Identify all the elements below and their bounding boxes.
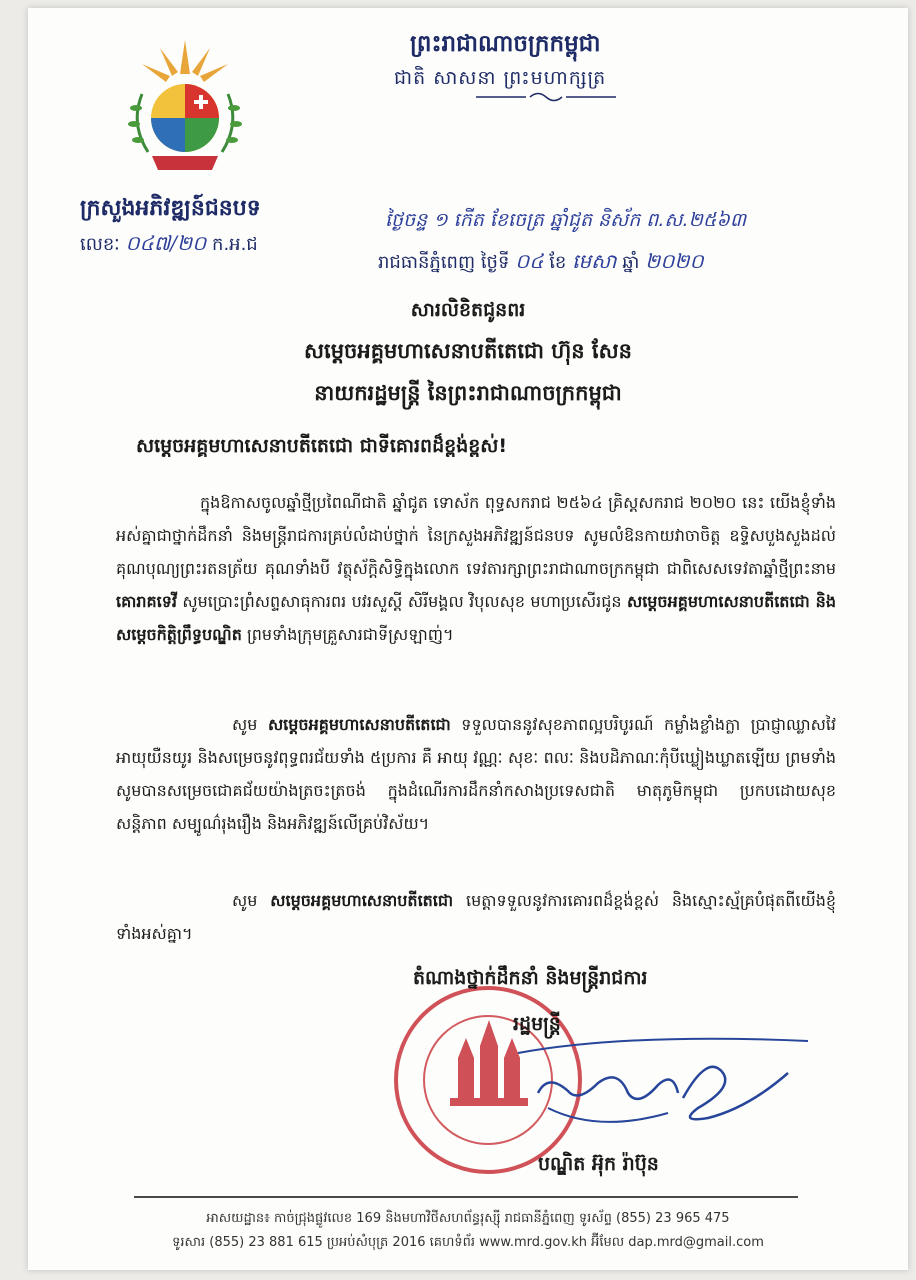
reference-suffix: ក.អ.ជ bbox=[212, 234, 258, 255]
recipient-name: សម្ដេចអគ្គមហាសេនាបតីតេជោ ហ៊ុន សែន bbox=[304, 339, 632, 363]
salutation: សម្ដេចអគ្គមហាសេនាបតីតេជោ ជាទីគោរពដ៏ខ្ពង់ខ្ពស់! bbox=[136, 435, 508, 457]
signatory-role: រដ្ឋមន្ត្រី bbox=[513, 1013, 561, 1035]
signatory-title: តំណាងថ្នាក់ដឹកនាំ និងមន្ត្រីរាជការ bbox=[413, 967, 648, 989]
ministry-logo bbox=[120, 34, 250, 182]
signatory-name: បណ្ឌិត អ៊ុក រ៉ាប៊ុន bbox=[538, 1153, 659, 1175]
body-paragraph-3: សូម សម្ដេចអគ្គមហាសេនាបតីតេជោ មេត្តាទទួលនូវការគោរពដ៏ខ្ពង់ខ្ពស់ និងស្មោះស្ម័គ្របំផុតពីយើងខ្ញុំទាំងអស់គ្នា។ bbox=[116, 891, 837, 943]
date-year: ២០២០ bbox=[645, 249, 704, 273]
date-day: ០៤ bbox=[515, 249, 544, 273]
letter-title: សារលិខិតជូនពរ bbox=[410, 299, 526, 321]
issue-date bbox=[378, 248, 704, 278]
national-motto: ជាតិ សាសនា ព្រះមហាក្សត្រ bbox=[394, 67, 607, 89]
place-prefix: រាជធានីភ្នំពេញ ថ្ងៃទី bbox=[378, 252, 510, 273]
date-month: មេសា bbox=[572, 249, 617, 273]
reference-value: ០៤៧/២០ bbox=[125, 231, 207, 255]
body-paragraph-1: ក្នុងឱកាសចូលឆ្នាំថ្មីប្រពៃណីជាតិ ឆ្នាំជូត ទោស័ក ពុទ្ធសករាជ ២៥៦៤ គ្រិស្តសករាជ ២០២០ នេះ យើងខ្ញុំទាំងអស់គ្នាជាថ្នាក់ដឹកនាំ និងមន្ត្រីរាជការគ្រប់លំដាប់ថ្នាក់ នៃក្រសួងអភិវឌ្ឍន៍ជនបទ សូមលំឱនកាយវាចាចិត្ត ឧទ្ទិសបួងសួងដល់គុណបុណ្យព្រះរតនត្រ័យ គុណទាំងបី វត្ថុស័ក្តិសិទ្ធិក្នុងលោក ទេវតារក្សាព្រះរាជាណាចក្រកម្ពុជា ជាពិសេសទេវតាឆ្នាំថ្មីព្រះនាម គោរាគទេវី សូមប្រោះព្រំសព្ទសាធុការពរ បវរសួស្តី សិរីមង្គល វិបុលសុខ មហាប្រសើរជូន សម្ដេចអគ្គមហាសេនាបតីតេជោ និងសម្ដេចកិត្តិព្រឹទ្ធបណ្ឌិត ព្រមទាំងក្រុមគ្រួសារជាទីស្រឡាញ់។ bbox=[116, 493, 836, 644]
kingdom-title: ព្រះរាជាណាចក្រកម្ពុជា bbox=[410, 31, 601, 57]
recipient-position: នាយករដ្ឋមន្ត្រី នៃព្រះរាជាណាចក្រកម្ពុជា bbox=[314, 381, 622, 405]
year-label: ឆ្នាំ bbox=[622, 252, 640, 273]
lunar-date: ថ្ងៃចន្ទ ១ កើត ខែចេត្រ ឆ្នាំជូត និស័ក ព.ស.២៥៦៣ bbox=[385, 209, 747, 231]
footer-contact: ទូរសារ (855) 23 881 615 ប្រអប់សំបុត្រ 2016 គេហទំព័រ www.mrd.gov.kh អ៊ីមែល dap.mrd@gmail.com bbox=[172, 1235, 764, 1250]
ministry-name: ក្រសួងអភិវឌ្ឍន៍ជនបទ bbox=[80, 196, 261, 221]
month-label: ខែ bbox=[549, 252, 567, 273]
header-ornament bbox=[466, 90, 626, 104]
reference-number bbox=[80, 230, 258, 260]
body-paragraph-2: សូម សម្ដេចអគ្គមហាសេនាបតីតេជោ ទទួលបាននូវសុខភាពល្អបរិបូរណ៍ កម្លាំងខ្លាំងក្លា ប្រាជ្ញាឈ្លាសវៃ អាយុយឺនយូរ និងសម្រេចនូវពុទ្ធពរជ័យទាំង ៥ប្រការ គឺ អាយុ វណ្ណៈ សុខៈ ពលៈ និងបដិភាណៈកុំបីឃ្លៀងឃ្លាតឡើយ ព្រមទាំងសូមបានសម្រេចជោគជ័យយ៉ាងត្រចះត្រចង់ ក្នុងដំណើរការដឹកនាំកសាងប្រទេសជាតិ មាតុភូមិកម្ពុជា ប្រកបដោយសុខសន្តិភាព សម្បូណ៌រុងរឿង និងអភិវឌ្ឍន៍លើគ្រប់វិស័យ។ bbox=[116, 715, 836, 833]
footer-address: អាសយដ្ឋាន៖ កាច់ជ្រុងផ្លូវលេខ 169 និងមហាវិថីសហព័ន្ធរុស្ស៊ី រាជធានីភ្នំពេញ ទូរស័ព្ទ (855) 23 965 475 bbox=[206, 1211, 730, 1226]
letter-page bbox=[28, 8, 908, 1270]
footer-divider bbox=[134, 1196, 798, 1198]
reference-label: លេខៈ bbox=[80, 234, 120, 255]
